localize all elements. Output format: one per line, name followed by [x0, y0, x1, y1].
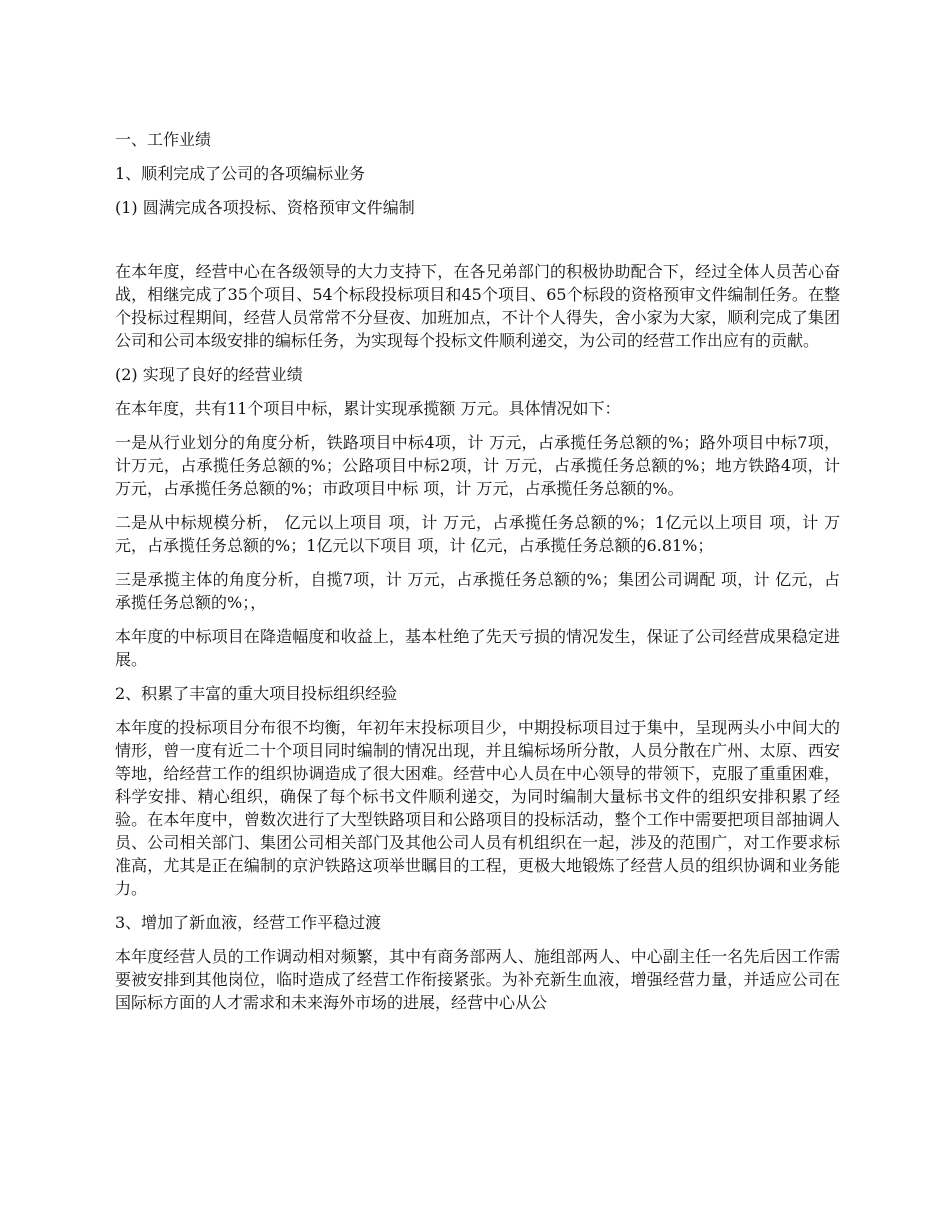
body-paragraph: 本年度的投标项目分布很不均衡，年初年末投标项目少，中期投标项目过于集中，呈现两头小中间大的情形，曾一度有近二十个项目同时编制的情况出现，并且编标场所分散，人员分散在广州、太原、西安等地，给经营工作的组织协调造成了很大困难。经营中心人员在中心领导的带领下，克服了重重困难，科学安排、精心组织，确保了每个标书文件顺利递交，为同时编制大量标书文件的组织安排积累了经验。在本年度中，曾数次进行了大型铁路项目和公路项目的投标活动，整个工作中需要把项目部抽调人员、公司相关部门、集团公司相关部门及其他公司人员有机组织在一起，涉及的范围广，对工作要求标准高，尤其是正在编制的京沪铁路这项举世瞩目的工程，更极大地锻炼了经营人员的组织协调和业务能力。 — [115, 718, 840, 898]
body-paragraph: 在本年度，共有11个项目中标，累计实现承揽额 万元。具体情况如下： — [115, 399, 621, 418]
body-paragraph: 三是承揽主体的角度分析，自揽7项，计 万元，占承揽任务总额的%；集团公司调配 项，计 亿元，占承揽任务总额的%；， — [115, 570, 840, 612]
body-paragraph: 二是从中标规模分析， 亿元以上项目 项，计 万元，占承揽任务总额的%；1亿元以上项目 项，计 万元，占承揽任务总额的%；1亿元以下项目 项，计 亿元，占承揽任务总额的6.81%； — [115, 513, 840, 555]
subsection-heading: 3、增加了新血液，经营工作平稳过渡 — [115, 913, 382, 932]
body-paragraph: 本年度经营人员的工作调动相对频繁，其中有商务部两人、施组部两人、中心副主任一名先后因工作需要被安排到其他岗位，临时造成了经营工作衔接紧张。为补充新生血液，增强经营力量，并适应公司在国际标方面的人才需求和未来海外市场的进展，经营中心从公 — [115, 947, 840, 1012]
body-paragraph: 在本年度，经营中心在各级领导的大力支持下，在各兄弟部门的积极协助配合下，经过全体人员苦心奋战，相继完成了35个项目、54个标段投标项目和45个项目、65个标段的资格预审文件编制任务。在整个投标过程期间，经营人员常常不分昼夜、加班加点，不计个人得失，舍小家为大家，顺利完成了集团公司和公司本级安排的编标任务，为实现每个投标文件顺利递交，为公司的经营工作出应有的贡献。 — [115, 262, 840, 350]
subsection-heading: 2、积累了丰富的重大项目投标组织经验 — [115, 684, 398, 703]
item-heading: (2) 实现了良好的经营业绩 — [115, 365, 303, 384]
item-heading: (1) 圆满完成各项投标、资格预审文件编制 — [115, 198, 415, 217]
body-paragraph: 一是从行业划分的角度分析，铁路项目中标4项，计 万元，占承揽任务总额的%；路外项目中标7项，计万元，占承揽任务总额的%；公路项目中标2项，计 万元，占承揽任务总额的%；地方铁路4项，计 万元，占承揽任务总额的%；市政项目中标 项，计 万元，占承揽任务总额的%。 — [115, 433, 840, 498]
section-heading: 一、工作业绩 — [115, 130, 212, 149]
document-page — [115, 128, 840, 1025]
subsection-heading: 1、顺利完成了公司的各项编标业务 — [115, 164, 366, 183]
body-paragraph: 本年度的中标项目在降造幅度和收益上，基本杜绝了先天亏损的情况发生，保证了公司经营成果稳定进展。 — [115, 627, 840, 669]
blank-space — [115, 230, 840, 260]
